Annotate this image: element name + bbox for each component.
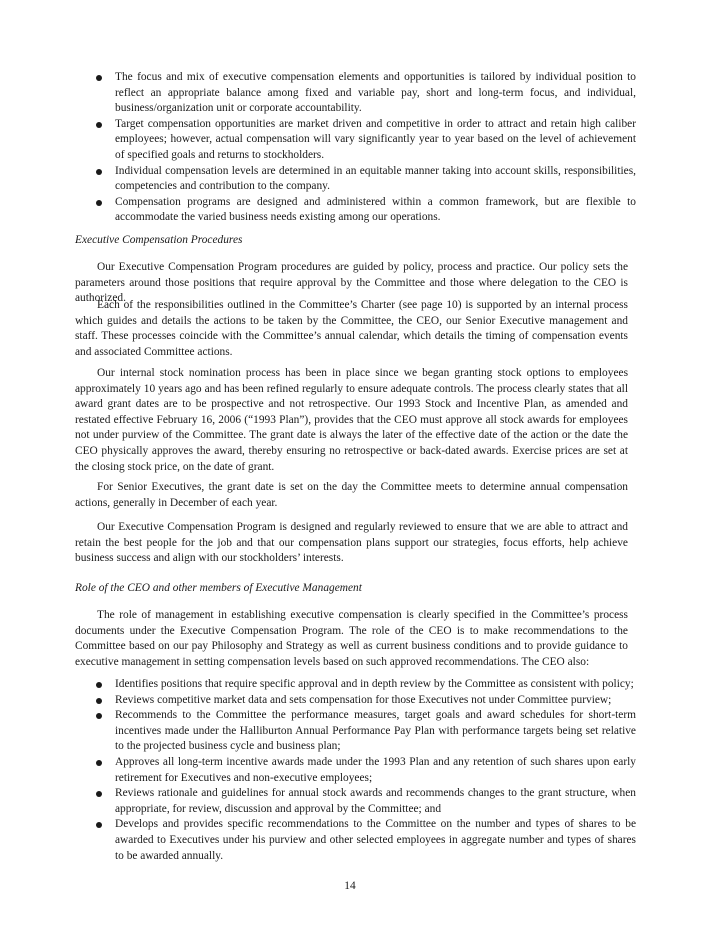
bullet-icon	[96, 698, 102, 704]
ceo-duties-bullet-list	[96, 677, 636, 864]
paragraph: Our Executive Compensation Program is designed and regularly reviewed to ensure that we are able to attract and retain the best people for the job and that our compensation plans support our strategies, focus efforts, help achieve business success and align with our stockholders’ interests.	[75, 521, 628, 565]
list-item: Reviews competitive market data and sets compensation for those Executives not under Committee purview;	[96, 693, 636, 709]
bullet-icon	[96, 760, 102, 766]
list-item: Reviews rationale and guidelines for annual stock awards and recommends changes to the grant structure, when appropriate, for review, discussion and approval by the Committee; and	[96, 786, 636, 817]
list-item: Recommends to the Committee the performance measures, target goals and award schedules for short-term incentives made under the Halliburton Annual Performance Pay Plan with performance targets being set relative to the projected business cycle and business plan;	[96, 708, 636, 755]
bullet-icon	[96, 822, 102, 828]
bullet-icon	[96, 713, 102, 719]
paragraph: Each of the responsibilities outlined in the Committee’s Charter (see page 10) is supported by an internal process which guides and details the actions to be taken by the Committee, the CEO, our Senior Executive management and staff. These processes coincide with the Committee’s annual calendar, which details the timing of compensation events and associated Committee actions.	[75, 299, 628, 358]
bullet-icon	[96, 75, 102, 81]
list-item: Develops and provides specific recommendations to the Committee on the number and types of shares to be awarded to Executives under his purview and other selected employees in aggregate number and types of shares to be awarded annually.	[96, 817, 636, 864]
bullet-icon	[96, 200, 102, 206]
bullet-icon	[96, 169, 102, 175]
list-item: Approves all long-term incentive awards made under the 1993 Plan and any retention of such shares upon early retirement for Executives and non-executive employees;	[96, 755, 636, 786]
list-item: Target compensation opportunities are market driven and competitive in order to attract and retain high caliber employees; however, actual compensation will vary significantly year to year based on the level of achievement of specified goals and returns to stockholders.	[96, 117, 636, 164]
list-item: Individual compensation levels are determined in an equitable manner taking into account skills, responsibilities, competencies and contribution to the company.	[96, 164, 636, 195]
paragraph: Our Executive Compensation Program procedures are guided by policy, process and practice. Our policy sets the parameters around those positions that require approval by the Committee and those where delegation to the CEO is authorized.	[75, 261, 628, 305]
bullet-icon	[96, 682, 102, 688]
section-heading-procedures: Executive Compensation Procedures	[75, 234, 243, 246]
paragraph: Our internal stock nomination process has been in place since we began granting stock options to employees approximately 10 years ago and has been refined regularly to ensure adequate controls. The process clearly states that all award grant dates are to be prospective and not retrospective. Our 1993 Stock and Incentive Plan, as amended and restated effective February 16, 2006 (“1993 Plan”), provides that the CEO must approve all stock awards for employees not under purview of the Committee. The grant date is always the later of the effective date of the action or the date the CEO physically approves the award, thereby ensuring no retrospective or back-dated awards. Exercise prices are set at the closing stock price, on the date of grant.	[75, 367, 628, 473]
bullet-icon	[96, 122, 102, 128]
section-heading-ceo-role: Role of the CEO and other members of Executive Management	[75, 582, 362, 594]
bullet-icon	[96, 791, 102, 797]
paragraph: For Senior Executives, the grant date is set on the day the Committee meets to determine annual compensation actions, generally in December of each year.	[75, 481, 628, 509]
page-number: 14	[344, 880, 356, 892]
list-item: Identifies positions that require specific approval and in depth review by the Committee as consistent with policy;	[96, 677, 636, 693]
list-item: Compensation programs are designed and administered within a common framework, but are flexible to accommodate the varied business needs existing among our operations.	[96, 195, 636, 226]
policy-bullet-list	[96, 70, 636, 226]
paragraph: The role of management in establishing executive compensation is clearly specified in the Committee’s process documents under the Executive Compensation Program. The role of the CEO is to make recommendations to the Committee based on our pay Philosophy and Strategy as well as current business conditions and to provide guidance to executive management in setting compensation levels based on such approved recommendations. The CEO also:	[75, 609, 628, 668]
list-item: The focus and mix of executive compensation elements and opportunities is tailored by individual position to reflect an appropriate balance among fixed and variable pay, short and long-term focus, and individual, business/organization unit or corporate accountability.	[96, 70, 636, 117]
